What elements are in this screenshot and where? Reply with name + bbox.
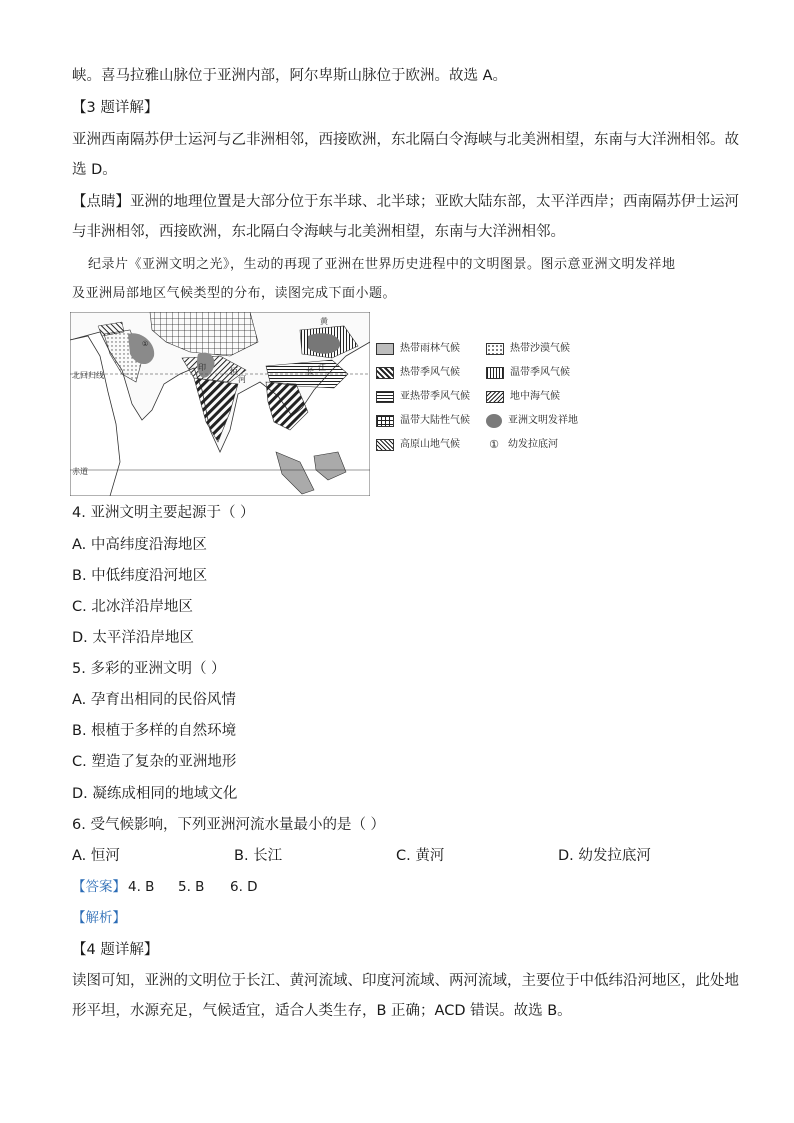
legend-item <box>376 414 470 428</box>
equator-label: 赤道 <box>72 467 88 476</box>
legend-label: 热带沙漠气候 <box>510 343 570 354</box>
question-stem: 4. 亚洲文明主要起源于（ ） <box>72 505 255 521</box>
back-diag-icon <box>486 391 504 403</box>
legend-item <box>486 342 570 356</box>
answer-label: 【答案】 <box>72 879 126 895</box>
tropic-label: 北回归线 <box>72 371 104 380</box>
question-intro: 及亚洲局部地区气候类型的分布，读图完成下面小题。 <box>72 286 397 301</box>
yangtze-label: 长 <box>306 367 314 376</box>
text-line: 峡。喜马拉雅山脉位于亚洲内部，阿尔卑斯山脉位于欧洲。故选 A。 <box>72 68 508 84</box>
solid-gray-icon <box>376 343 394 355</box>
yellow-river-label: 黄 <box>320 317 328 326</box>
text-line: 形平坦，水源充足，气候适宜，适合人类生存，B 正确；ACD 错误。故选 B。 <box>72 1003 572 1019</box>
legend-label: 亚热带季风气候 <box>400 391 470 402</box>
legend-label: 热带雨林气候 <box>400 343 460 354</box>
question-intro: 纪录片《亚洲文明之光》，生动的再现了亚洲在世界历史进程中的文明图景。图示意亚洲文明发祥地 <box>88 257 676 272</box>
river-char-label: 河 <box>238 375 246 384</box>
question-option: A. 孕育出相同的民俗风情 <box>72 692 236 708</box>
legend-item <box>376 438 460 452</box>
question-option: B. 中低纬度沿河地区 <box>72 568 208 584</box>
question-option: C. 北冰洋沿岸地区 <box>72 599 193 615</box>
answer-value: 4. B <box>128 879 155 895</box>
text-line: 亚洲西南隔苏伊士运河与乙非洲相邻，西接欧洲，东北隔白令海峡与北美洲相望，东南与大洋洲相邻。故 <box>72 132 739 148</box>
horizontal-lines-icon <box>376 391 394 403</box>
section-heading: 【3 题详解】 <box>72 100 159 116</box>
legend-label: 温带大陆性气候 <box>400 415 470 426</box>
text-line: 读图可知，亚洲的文明位于长江、黄河流域、印度河流域、两河流域，主要位于中低纬沿河地区，此处地 <box>72 973 739 989</box>
question-option: A. 恒河 <box>72 848 120 864</box>
legend-item <box>486 390 560 404</box>
legend-item <box>376 366 460 380</box>
diag-thick-icon <box>376 367 394 379</box>
legend-label: 幼发拉底河 <box>508 439 558 450</box>
question-option: C. 塑造了复杂的亚洲地形 <box>72 754 237 770</box>
question-option: B. 长江 <box>234 848 283 864</box>
question-stem: 5. 多彩的亚洲文明（ ） <box>72 661 226 677</box>
legend-item <box>376 342 460 356</box>
legend-label: 温带季风气候 <box>510 367 570 378</box>
river-char-label: 江 <box>318 363 326 372</box>
blob-icon <box>486 414 502 428</box>
question-option: C. 黄河 <box>396 848 445 864</box>
question-option: A. 中高纬度沿海地区 <box>72 537 207 553</box>
legend-item <box>486 366 570 380</box>
diag-thin-icon <box>376 439 394 451</box>
analysis-label: 【解析】 <box>72 910 126 926</box>
grid-icon <box>376 415 394 427</box>
section-heading: 【4 题详解】 <box>72 942 159 958</box>
indus-label: 印 <box>198 363 206 372</box>
asia-climate-map <box>70 312 370 496</box>
question-option: D. 凝练成相同的地域文化 <box>72 786 238 802</box>
legend-label: 亚洲文明发祥地 <box>508 415 578 426</box>
legend-item <box>486 414 578 428</box>
question-option: D. 幼发拉底河 <box>558 848 651 864</box>
legend-label: 地中海气候 <box>510 391 560 402</box>
legend-item <box>486 438 558 452</box>
text-line: 与非洲相邻，西接欧洲，东北隔白令海峡与北美洲相望，东南与大洋洲相邻。 <box>72 224 565 240</box>
legend-label: 高原山地气候 <box>400 439 460 450</box>
dots-icon <box>486 343 504 355</box>
marker-label: ① <box>142 340 149 348</box>
text-line: 选 D。 <box>72 162 117 178</box>
question-stem: 6. 受气候影响，下列亚洲河流水量最小的是（ ） <box>72 817 386 833</box>
text-line: 【点睛】亚洲的地理位置是大部分位于东半球、北半球；亚欧大陆东部，太平洋西岸；西南隔苏伊士运河 <box>72 194 739 210</box>
legend-label: 热带季风气候 <box>400 367 460 378</box>
ganges-label: 恒 <box>230 367 238 376</box>
answer-value: 5. B <box>178 879 205 895</box>
question-option: D. 太平洋沿岸地区 <box>72 630 194 646</box>
question-option: B. 根植于多样的自然环境 <box>72 723 237 739</box>
vertical-lines-icon <box>486 367 504 379</box>
legend-item <box>376 390 470 404</box>
answer-value: 6. D <box>230 879 258 895</box>
circled-1-icon: ① <box>489 438 499 451</box>
